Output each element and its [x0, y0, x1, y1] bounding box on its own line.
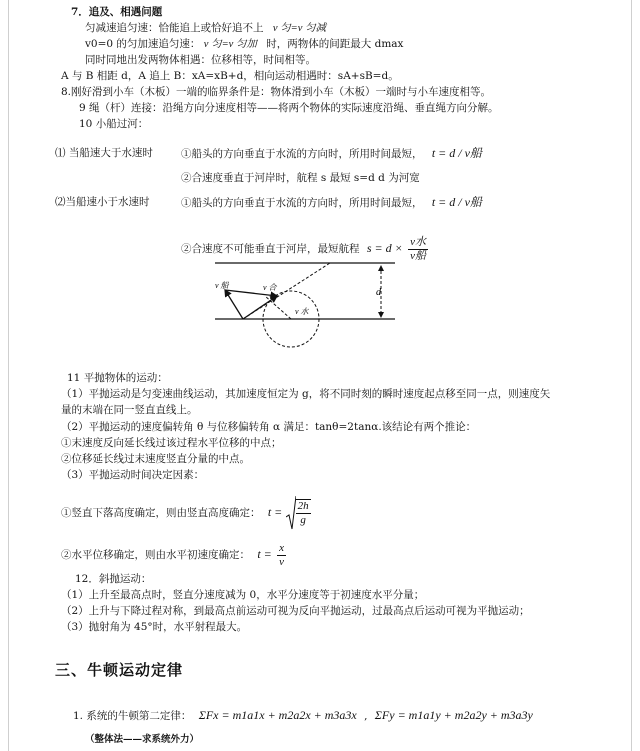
v-boat-arrow [225, 290, 243, 319]
projectile-title: 11 平抛物体的运动： [67, 372, 168, 384]
pursuit-line1 [85, 22, 326, 35]
pursuit-line1-text: 匀减速追匀速：恰能追上或恰好追不上 [85, 22, 264, 34]
boat-case2-b-eq: s = d × [366, 241, 403, 255]
projectile-p1: （1）平抛运动是匀变速曲线运动，其加速度恒定为 g，将不同时刻的瞬时速度起点移至同一点，则速度矢 [61, 388, 551, 400]
newton-section-title: 三、牛顿运动定律 [55, 661, 184, 679]
boat-case2-a-text: ①船头的方向垂直于水流的方向时，所用时间最短， [181, 197, 423, 209]
document-page [8, 0, 632, 751]
boat-case2-b-numerator: v水 [410, 235, 426, 248]
label-v-sum: v 合 [263, 283, 277, 292]
oblique-l2: （2）上升与下降过程对称，到最高点前运动可视为反向平抛运动，过最高点后运动可视为平抛运动； [61, 605, 530, 617]
pursuit-line4: A 与 B 相距 d，A 追上 B：xA=xB+d，相向运动相遇时：sA+sB=d。 [61, 70, 399, 82]
projectile-p3b-fraction [277, 542, 286, 569]
block-8: 8.刚好滑到小车（木板）一端的临界条件是：物体滑到小车（木板）一端时与小车速度相等。 [61, 86, 492, 98]
boat-case1-a [181, 147, 482, 161]
newton-item1: 1. 系统的牛顿第二定律： ΣFx = m1a1x + m2a2x + m3a3x , ΣFy = m1a1y + m2a2y + m3a3y [73, 708, 533, 722]
v-sum-arrow [243, 296, 277, 319]
projectile-p3b [61, 539, 288, 570]
boat-case1-label: ⑴ 当船速大于水速时 [55, 147, 153, 159]
width-arrow-bottom [378, 312, 384, 318]
newton-item1-label: 1. 系统的牛顿第二定律： [73, 710, 192, 722]
block-9: 9 绳（杆）连接：沿绳方向分速度相等——将两个物体的实际速度沿绳、垂直绳方向分解。 [79, 102, 499, 114]
projectile-p3a-text: ①竖直下落高度确定，则由竖直高度确定： [61, 507, 261, 519]
oblique-title: 12．斜抛运动： [75, 573, 152, 585]
pursuit-line2-pre: v0=0 的匀加速追匀速： [85, 38, 201, 50]
boat-title: 10 小船过河： [79, 118, 149, 130]
sqrt-sign [286, 495, 296, 531]
pursuit-line1-eq: v 匀=v 匀减 [272, 23, 326, 34]
pursuit-title: 7．追及、相遇问题 [71, 6, 163, 18]
river-crossing-diagram [205, 252, 405, 352]
boat-case1-a-text: ①船头的方向垂直于水流的方向时，所用时间最短， [181, 148, 423, 160]
projectile-p2: （2）平抛运动的速度偏转角 θ 与位移偏转角 α 满足：tanθ=2tanα.该结论有两个推论： [61, 421, 477, 433]
label-v-water: v 水 [295, 307, 309, 316]
width-arrow-top [378, 265, 384, 271]
projectile-p2a: ①末速度反向延长线过该过程水平位移的中点； [61, 437, 282, 449]
boat-case2-label: ⑵当船速小于水速时 [55, 196, 150, 208]
newton-item1-note: （整体法——求系统外力） [85, 734, 200, 745]
projectile-p2b: ②位移延长线过末速度竖直分量的中点。 [61, 453, 250, 465]
projectile-p3b-denominator: v [279, 555, 285, 568]
projectile-p3a-eq: t = [267, 505, 283, 519]
projectile-p3b-text: ②水平位移确定，则由水平初速度确定： [61, 549, 250, 561]
projectile-p1b: 量的末端在同一竖直直线上。 [61, 404, 198, 416]
label-v-boat: v 船 [215, 281, 229, 290]
projectile-p3: （3）平抛运动时间决定因素： [61, 469, 205, 481]
pursuit-line3: 同时同地出发两物体相遇：位移相等，时间相等。 [85, 54, 316, 66]
boat-case1-b: ②合速度垂直于河岸时，航程 s 最短 s=d d 为河宽 [181, 172, 420, 184]
circle-radius-line [265, 296, 291, 319]
pursuit-line2-eq: v 匀=v 匀加 [203, 39, 257, 50]
newton-item1-eq-x: ΣFx = m1a1x + m2a2x + m3a3x [198, 708, 357, 722]
pursuit-line2 [85, 38, 403, 51]
sqrt-fraction [296, 499, 311, 527]
projectile-p3a-numerator: 2h [297, 500, 309, 512]
boat-case2-a-eq: t = d / v船 [431, 195, 482, 209]
projectile-p3b-eq: t = [257, 547, 272, 561]
label-d: d [376, 287, 381, 298]
sqrt-formula [286, 495, 311, 531]
boat-case2-a [181, 196, 482, 210]
newton-item1-eq-y: ΣFy = m1a1y + m2a2y + m3a3y [374, 708, 533, 722]
projectile-p3a [61, 494, 311, 531]
pursuit-line2-post: 时，两物体的间距最大 dmax [266, 38, 404, 50]
oblique-l3: （3）抛射角为 45°时，水平射程最大。 [61, 621, 248, 633]
boat-case2-b-fraction [408, 236, 428, 263]
boat-case2-b-text: ②合速度不可能垂直于河岸，最短航程 [181, 243, 360, 255]
projectile-p3a-denominator: g [300, 514, 306, 526]
oblique-l1: （1）上升至最高点时，竖直分速度减为 0，水平分速度等于初速度水平分量； [61, 589, 425, 601]
boat-case1-a-eq: t = d / v船 [431, 146, 482, 160]
boat-case2-b-denominator: v船 [410, 249, 426, 262]
projectile-p3b-numerator: x [279, 541, 285, 554]
